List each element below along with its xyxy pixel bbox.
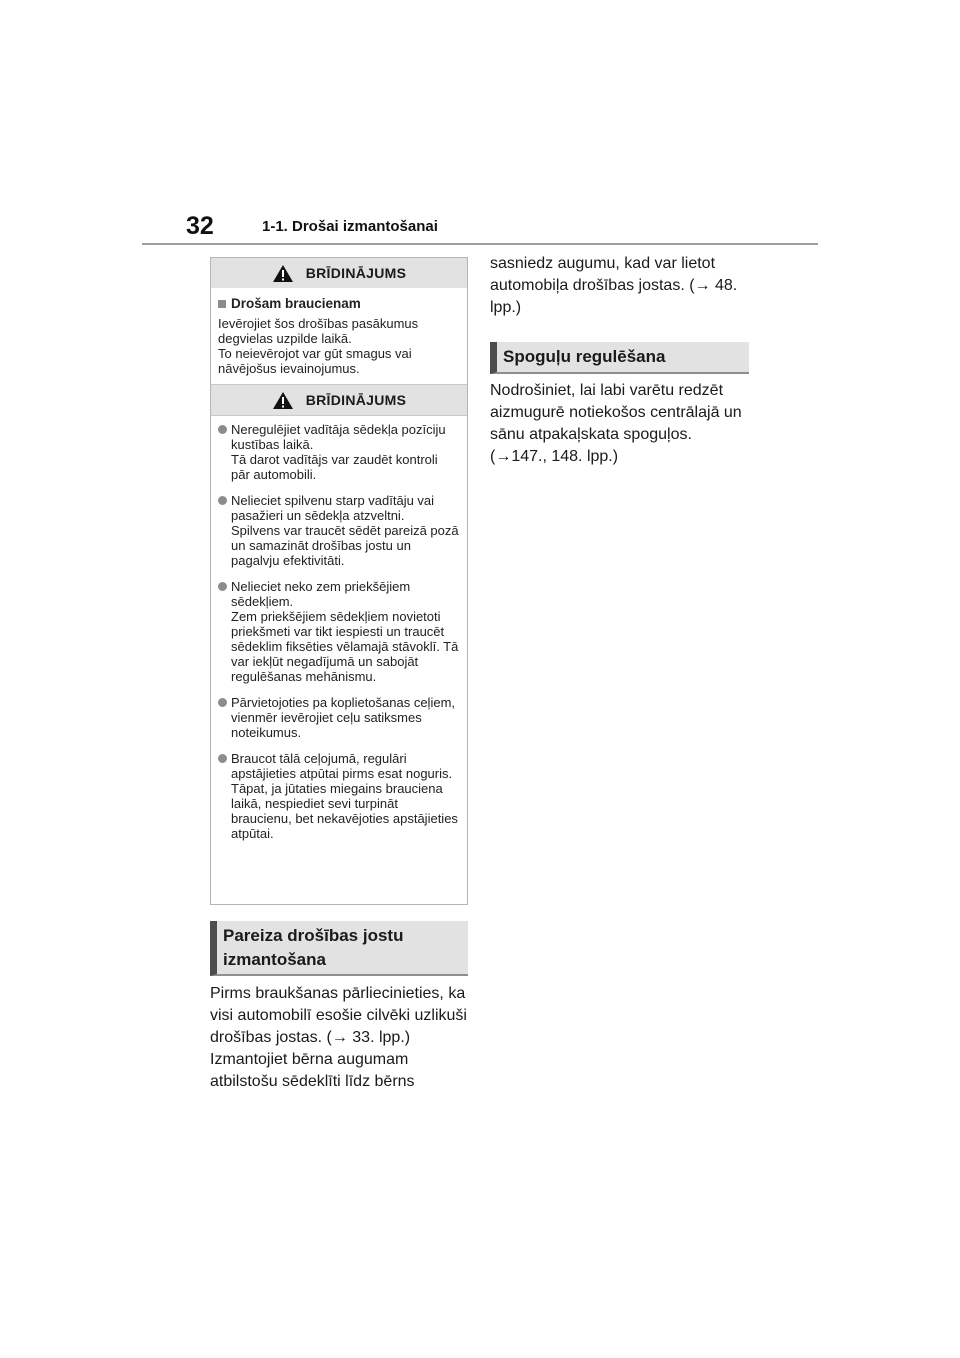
warning-list (211, 416, 467, 851)
mirrors-body-text: Nodrošiniet, lai labi varētu redzēt aizmugurē notiekošos centrālajā un sānu atpakaļskata spoguļos. (→147., 148. lpp.) (490, 382, 742, 465)
warning-box (210, 257, 468, 905)
warning-body (211, 288, 467, 384)
warning-list-item (218, 751, 460, 841)
circle-bullet-icon (218, 754, 227, 763)
warning-title: BRĪDINĀJUMS (305, 392, 407, 408)
warning-subheading (218, 296, 460, 311)
warning-triangle-icon (272, 264, 294, 283)
warning-text: Ievērojiet šos drošības pasākumus degvielas uzpilde laikā. To neievērojot var gūt smagus vai nāvējošus ievainojumus. (218, 316, 419, 376)
warning-item-text: Nelieciet spilvenu starp vadītāju vai pasažieri un sēdekļa atzveltni. Spilvens var traucēt sēdēt pareizā pozā un samazināt drošības jostu un pagalvju efektivitāti. (231, 493, 459, 568)
page-number: 32 (186, 212, 214, 240)
warning-item-text: Nelieciet neko zem priekšējiem sēdekļiem. Zem priekšējiem sēdekļiem novietoti priekšmeti var tikt iespiesti un traucēt sēdeklim fiksēties vēlamajā stāvoklī. Tā var iekļūt negadījumā un sabojāt regulēšanas mehānismu. (231, 579, 459, 684)
warning-list-item (218, 579, 460, 684)
section-heading-seatbelts: Pareiza drošības jostu izmantošana (210, 921, 468, 976)
section-title: 1-1. Drošai izmantošanai (262, 218, 438, 235)
section-heading-mirrors: Spoguļu regulēšana (490, 342, 749, 374)
warning-list-item (218, 493, 460, 568)
warning-item-text: Neregulējiet vadītāja sēdekļa pozīciju kustības laikā. Tā darot vadītājs var zaudēt kontroli pār automobili. (231, 422, 446, 482)
circle-bullet-icon (218, 582, 227, 591)
warning-item-text: Pārvietojoties pa koplietošanas ceļiem, vienmēr ievērojiet ceļu satiksmes noteikumus. (231, 695, 456, 740)
square-bullet-icon (218, 300, 226, 308)
circle-bullet-icon (218, 698, 227, 707)
warning-list-item (218, 422, 460, 482)
warning-list-item (218, 695, 460, 740)
warning-subheading-text: Drošam braucienam (231, 296, 361, 311)
warning-header (211, 384, 467, 416)
warning-triangle-icon (272, 391, 294, 410)
warning-item-text: Braucot tālā ceļojumā, regulāri apstājieties atpūtai pirms esat noguris. Tāpat, ja jūtaties miegains brauciena laikā, nespiediet sevi turpināt braucienu, bet nekavējoties apstājieties atpūtai. (231, 751, 458, 841)
seatbelts-body-text: Pirms braukšanas pārliecinieties, ka visi automobilī esošie cilvēki uzlikuši drošības jostas. (→ 33. lpp.) Izmantojiet bērna augumam atbilstošu sēdeklīti līdz bērns (210, 985, 467, 1090)
circle-bullet-icon (218, 425, 227, 434)
circle-bullet-icon (218, 496, 227, 505)
header-divider (142, 243, 818, 245)
warning-header (211, 258, 467, 288)
warning-title: BRĪDINĀJUMS (305, 265, 407, 281)
continued-body-text: sasniedz augumu, kad var lietot automobiļa drošības jostas. (→ 48. lpp.) (490, 255, 738, 316)
